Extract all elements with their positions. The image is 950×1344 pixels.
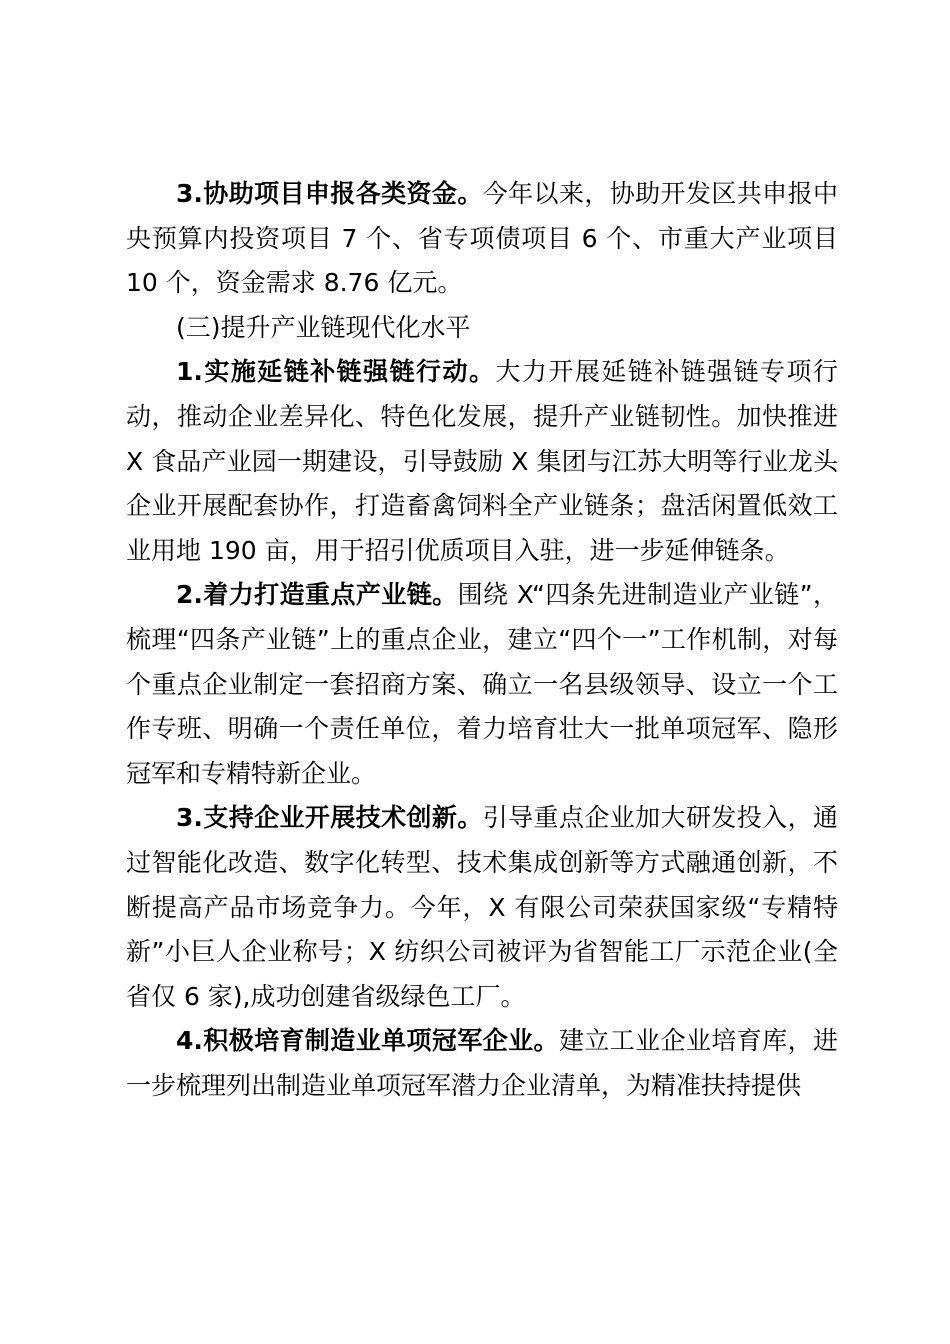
paragraph-lead: 2.着力打造重点产业链。 bbox=[176, 580, 458, 610]
paragraph-text: 建立工业企业培育库，进一步梳理列出制造业单项冠军潜力企业清单，为精准扶持提供 bbox=[126, 1026, 838, 1100]
paragraph-text: 今年以来，协助开发区共申报中央预算内投资项目 7 个、省专项债项目 6 个、市重大产业项目 10 个，资金需求 8.76 亿元。 bbox=[126, 179, 838, 298]
paragraph-chain-action bbox=[126, 350, 838, 573]
paragraph-innovation bbox=[126, 796, 838, 1019]
paragraph-text: 围绕 X“四条先进制造业产业链”，梳理“四条产业链”上的重点企业，建立“四个一”工作机制，对每个重点企业制定一套招商方案、确立一名县级领导、设立一个工作专班、明确一个责任单位，着力培育壮大一批单项冠军、隐形冠军和专精特新企业。 bbox=[126, 580, 838, 788]
paragraph-lead: 1.实施延链补链强链行动。 bbox=[176, 357, 496, 387]
paragraph-funding bbox=[126, 172, 838, 306]
paragraph-champion bbox=[126, 1019, 838, 1108]
paragraph-key-chain bbox=[126, 573, 838, 796]
paragraph-lead: 4.积极培育制造业单项冠军企业。 bbox=[176, 1026, 559, 1056]
paragraph-lead: 3.支持企业开展技术创新。 bbox=[176, 803, 483, 833]
paragraph-lead: 3.协助项目申报各类资金。 bbox=[176, 179, 483, 208]
section-heading: (三)提升产业链现代化水平 bbox=[176, 312, 471, 342]
document-body bbox=[126, 172, 838, 1108]
paragraph-text: 引导重点企业加大研发投入，通过智能化改造、数字化转型、技术集成创新等方式融通创新，不断提高产品市场竞争力。今年，X 有限公司荣获国家级“专精特新”小巨人企业称号；X 纺织公司被评为省智能工厂示范企业(全省仅 6 家),成功创建省级绿色工厂。 bbox=[126, 803, 838, 1011]
paragraph-text: 大力开展延链补链强链专项行动，推动企业差异化、特色化发展，提升产业链韧性。加快推进 X 食品产业园一期建设，引导鼓励 X 集团与江苏大明等行业龙头企业开展配套协作，打造畜禽饲料全产业链条；盘活闲置低效工业用地 190 亩，用于招引优质项目入驻，进一步延伸链条。 bbox=[126, 357, 838, 565]
